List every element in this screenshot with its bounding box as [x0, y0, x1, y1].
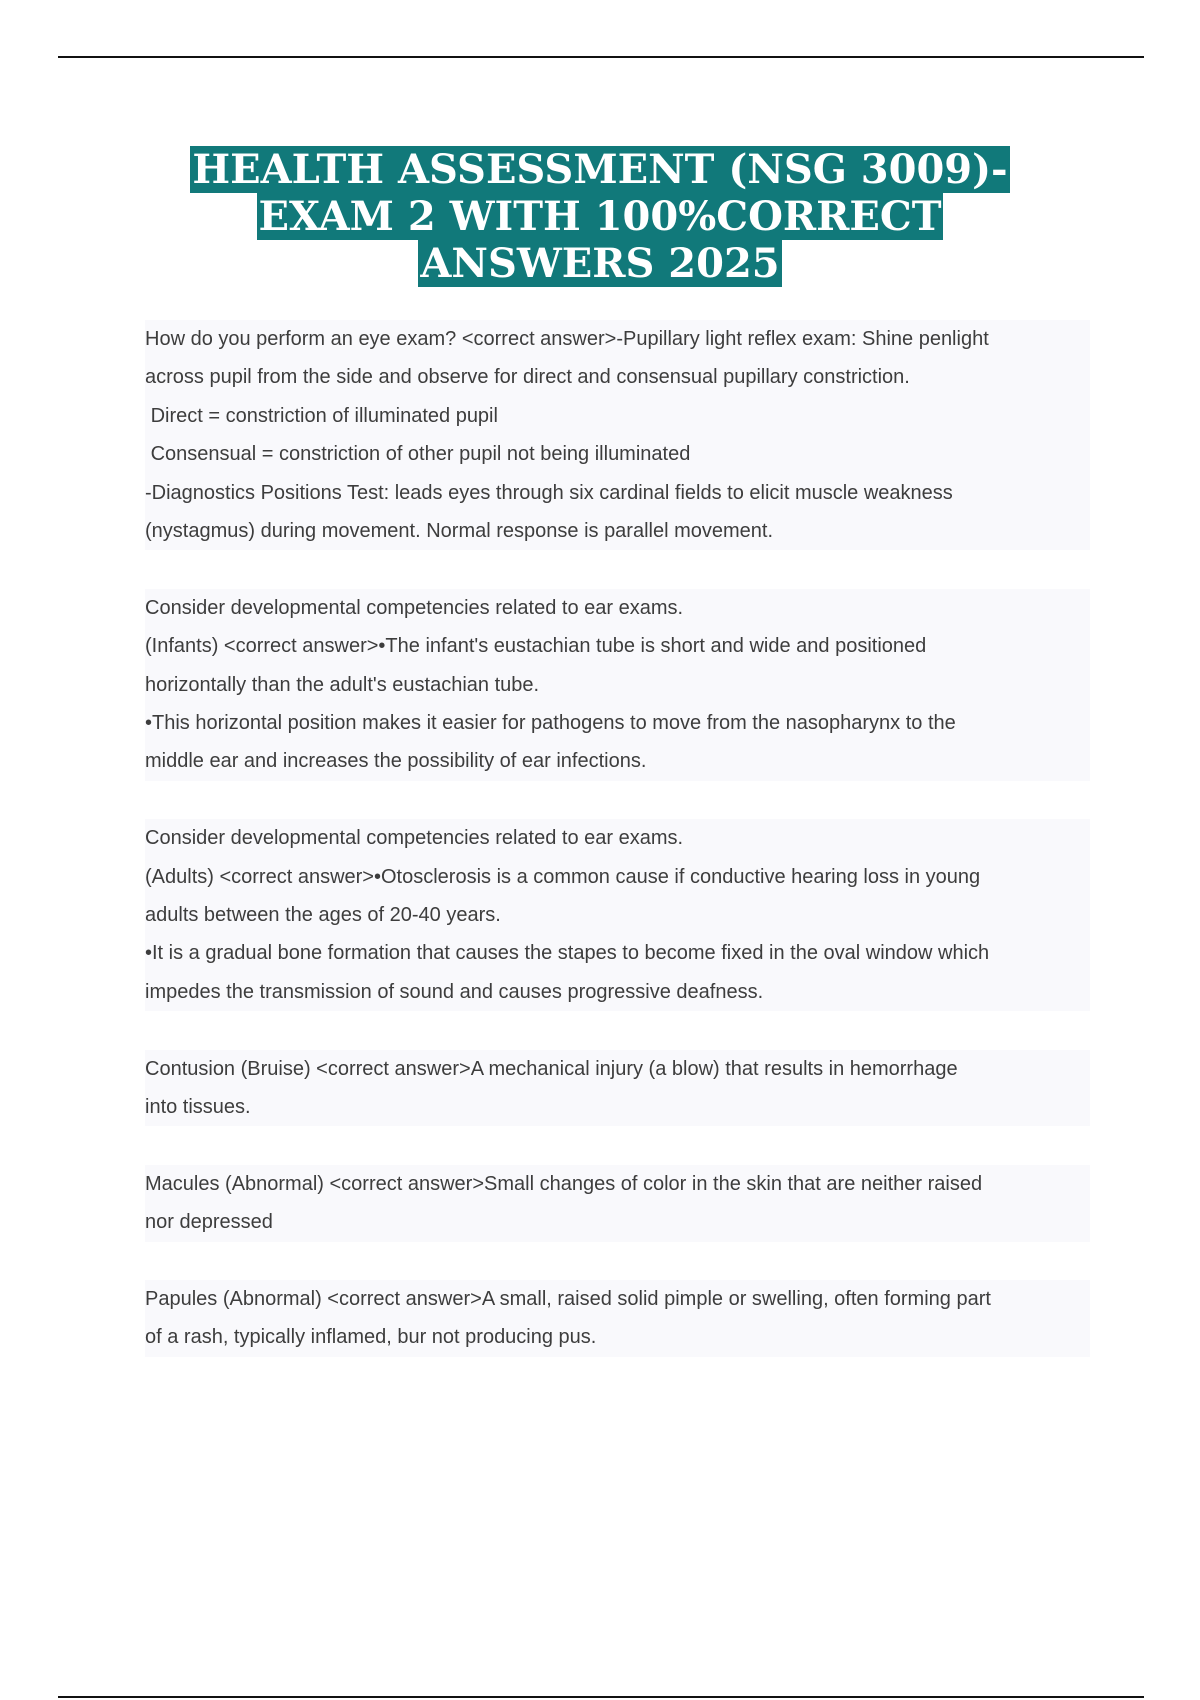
text-line: horizontally than the adult's eustachian tube.	[145, 666, 1090, 704]
text-line: Direct = constriction of illuminated pupil	[145, 397, 1090, 435]
qa-entry-ear-infants	[145, 589, 1090, 781]
text-line: Consider developmental competencies related to ear exams.	[145, 589, 1090, 627]
text-line: -Diagnostics Positions Test: leads eyes through six cardinal fields to elicit muscle weakness	[145, 474, 1090, 512]
text-line: •This horizontal position makes it easier for pathogens to move from the nasopharynx to the	[145, 704, 1090, 742]
text-line: Papules (Abnormal) <correct answer>A small, raised solid pimple or swelling, often forming part	[145, 1280, 1090, 1318]
top-rule	[58, 56, 1144, 58]
qa-entry-macules	[145, 1165, 1090, 1242]
text-line: Macules (Abnormal) <correct answer>Small changes of color in the skin that are neither raised	[145, 1165, 1090, 1203]
text-line: impedes the transmission of sound and causes progressive deafness.	[145, 973, 1090, 1011]
text-line: Consider developmental competencies related to ear exams.	[145, 819, 1090, 857]
qa-entry-contusion	[145, 1050, 1090, 1127]
qa-entry-ear-adults	[145, 819, 1090, 1011]
text-line: Consensual = constriction of other pupil not being illuminated	[145, 435, 1090, 473]
text-line: nor depressed	[145, 1203, 1090, 1241]
bottom-rule	[58, 1696, 1144, 1698]
title-line: EXAM 2 WITH 100%CORRECT	[258, 193, 942, 240]
text-line: into tissues.	[145, 1088, 1090, 1126]
text-line: (nystagmus) during movement. Normal response is parallel movement.	[145, 512, 1090, 550]
qa-entry-papules	[145, 1280, 1090, 1357]
text-line: (Adults) <correct answer>•Otosclerosis is a common cause if conductive hearing loss in young	[145, 858, 1090, 896]
qa-entry-eye-exam	[145, 320, 1090, 550]
document-title	[100, 146, 1100, 287]
document-body	[145, 320, 1090, 1395]
text-line: How do you perform an eye exam? <correct answer>-Pupillary light reflex exam: Shine penlight	[145, 320, 1090, 358]
text-line: •It is a gradual bone formation that causes the stapes to become fixed in the oval window which	[145, 934, 1090, 972]
title-line: ANSWERS 2025	[420, 240, 780, 287]
text-line: of a rash, typically inflamed, bur not producing pus.	[145, 1318, 1090, 1356]
text-line: Contusion (Bruise) <correct answer>A mechanical injury (a blow) that results in hemorrhage	[145, 1050, 1090, 1088]
text-line: middle ear and increases the possibility of ear infections.	[145, 742, 1090, 780]
title-line: HEALTH ASSESSMENT (NSG 3009)-	[192, 146, 1008, 193]
text-line: adults between the ages of 20-40 years.	[145, 896, 1090, 934]
text-line: across pupil from the side and observe for direct and consensual pupillary constriction.	[145, 358, 1090, 396]
text-line: (Infants) <correct answer>•The infant's eustachian tube is short and wide and positioned	[145, 627, 1090, 665]
